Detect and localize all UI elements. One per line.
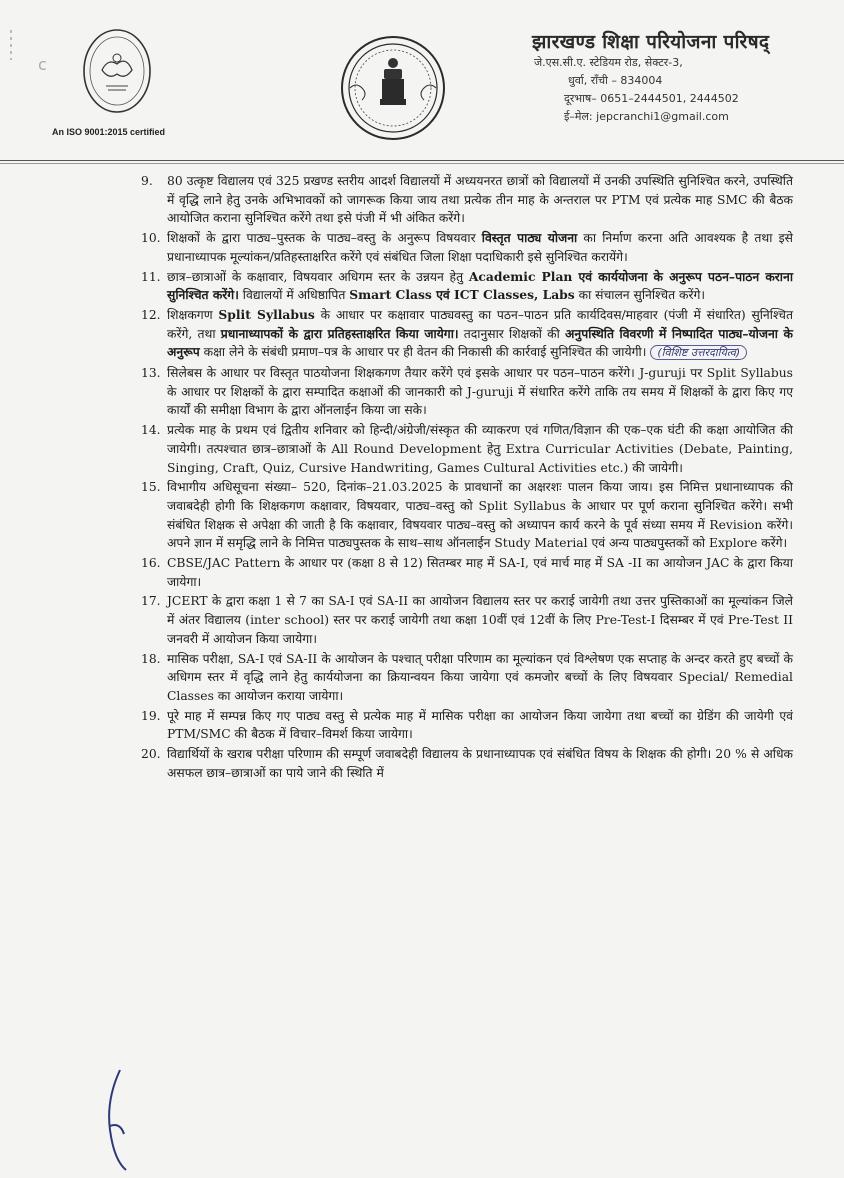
item-number: 12. (141, 307, 161, 322)
item-number: 15. (141, 480, 161, 495)
header-divider-secondary (0, 163, 844, 164)
item-text: मासिक परीक्षा, SA-I एवं SA-II के आयोजन के पश्चात् परीक्षा परिणाम का मूल्यांकन एवं विश्लेषण एक सप्ताह के अन्दर करते हुए बच्चों के अधिगम स्तर में वृद्धि लाने हेतु कार्ययोजना का क्रियान्वयन किया जायेगा एवं कमजोर बच्चों के लिए विषयवार Special/ Remedial Classes का आयोजन कराया जायेगा। (167, 651, 793, 703)
item-number: 9. (141, 174, 153, 188)
item-number: 10. (141, 231, 161, 246)
item-number: 17. (141, 594, 161, 609)
item-text: JCERT के द्वारा कक्षा 1 से 7 का SA-I एवं SA-II का आयोजन विद्यालय स्तर पर कराई जायेगी तथा उत्तर पुस्तिकाओं का मूल्यांकन जिले में अंतर विद्यालय (inter school) स्तर पर कराई जायेगी तथा कक्षा 10वीं एवं 12वीं के लिए Pre-Test-I दिसम्बर में एवं Pre-Test II जनवरी में आयोजन किया जायेगा। (167, 594, 793, 646)
item-number: 18. (141, 651, 161, 666)
organisation-name: झारखण्ड शिक्षा परियोजना परिषद् (532, 31, 770, 53)
list-item (141, 554, 793, 591)
item-number: 20. (141, 747, 161, 762)
item-text: सिलेबस के आधार पर विस्तृत पाठयोजना शिक्षकगण तैयार करेंगे एवं इसके आधार पर पठन–पाठन करेंगे। J-guruji पर Split Syllabus के आधार पर शिक्षकों के द्वारा सम्पादित कक्षाओं की जानकारी को J-guruji में संधारित करेंगे ताकि तय समय में शिक्षकों के द्वारा किए गए कार्यों की समीक्षा विभाग के द्वारा ऑनलाईन किया जा सके। (167, 366, 793, 418)
item-text: प्रत्येक माह के प्रथम एवं द्वितीय शनिवार को हिन्दी/अंग्रेजी/संस्कृत की व्याकरण एवं गणित/विज्ञान की एक–एक घंटी की कक्षा आयोजित की जायेगी। तत्पश्चात छात्र–छात्राओं के All Round Development हेतु Extra Curricular Activities (Debate, Painting, Singing, Craft, Quiz, Cursive Handwriting, Games Cultural Activities etc.) की जायेगी। (167, 423, 793, 475)
address-line-2: धुर्वा, राँची – 834004 (568, 74, 663, 87)
item-number: 16. (141, 556, 161, 571)
item-text: 80 उत्कृष्ट विद्यालय एवं 325 प्रखण्ड स्तरीय आदर्श विद्यालयों में अध्ययनरत छात्रों को विद्यालयों में उनकी उपस्थिति सुनिश्चित करने, उपस्थिति में वृद्धि लाने हेतु उनके अभिभावकों को जागरूक किया जाय तथा प्रत्येक तीन माह के अन्तराल पर PTM एवं प्रत्येक माह SMC की बैठक आयोजित कराना सुनिश्चित करेंगे तथा इसे पंजी में भी अंकित करेंगे। (167, 174, 793, 226)
list-item (141, 478, 793, 553)
jepc-logo-icon (82, 28, 152, 114)
instructions-list (141, 172, 793, 784)
header-divider (0, 160, 844, 161)
item-number: 11. (141, 269, 161, 284)
item-number: 13. (141, 366, 161, 381)
item-text: शिक्षकों के द्वारा पाठ्य–पुस्तक के पाठ्य–वस्तु के अनुरूप विषयवार विस्तृत पाठ्य योजना का निर्माण करना अति आवश्यक है तथा इसे प्रधानाध्यापक मूल्यांकन/प्रतिहस्ताक्षरित करेंगे एवं संबंधित जिला शिक्षा पदाधिकारी इसे सुनिश्चित करायेंगे। (167, 230, 793, 264)
list-item (141, 650, 793, 706)
item-number: 19. (141, 708, 161, 723)
item-text: पूरे माह में सम्पन्न किए गए पाठ्य वस्तु से प्रत्येक माह में मासिक परीक्षा का आयोजन किया जायेगा तथा बच्चों का ग्रेडिंग की जायेगी एवं PTM/SMC की बैठक में विचार–विमर्श किया जायेगा। (167, 708, 793, 742)
item-text: विद्यार्थियों के खराब परीक्षा परिणाम की सम्पूर्ण जवाबदेही विद्यालय के प्रधानाध्यापक एवं संबंधित विषय के शिक्षक की होगी। 20 % से अधिक असफल छात्र–छात्राओं का पाये जाने की स्थिति में (167, 747, 793, 780)
pen-scribble-icon (96, 1066, 132, 1176)
item-text: शिक्षकगण Split Syllabus के आधार पर कक्षावार पाठ्यवस्तु का पठन–पाठन प्रति कार्यदिवस/माहवार (पंजी में संधारित) सुनिश्चित करेंगे, तथा प्रधानाध्यापकों के द्वारा प्रतिहस्ताक्षरित किया जायेगा। तदानुसार शिक्षकों की अनुपस्थिति विवरणी में निष्पादित पाठ्य–योजना के अनुरूप कक्षा लेने के संबंधी प्रमाण–पत्र के आधार पर ही वेतन की निकासी की कार्रवाई सुनिश्चित की जायेगी। (विशिष्ट उत्तरदायित्व) (167, 306, 793, 360)
organisation-header (532, 28, 832, 126)
list-item (141, 364, 793, 420)
iso-certification: An ISO 9001:2015 certified (52, 127, 166, 137)
list-item (141, 172, 793, 228)
list-item (141, 421, 793, 477)
phone-line: दूरभाष– 0651–2444501, 2444502 (564, 92, 739, 105)
address-line-1: जे.एस.सी.ए. स्टेडियम रोड, सेक्टर-3, (534, 56, 683, 69)
list-item (141, 745, 793, 782)
list-item (141, 306, 793, 363)
handwritten-annotation: (विशिष्ट उत्तरदायित्व) (650, 345, 747, 360)
item-text: छात्र–छात्राओं के कक्षावार, विषयवार अधिगम स्तर के उन्नयन हेतु Academic Plan एवं कार्ययोजना के अनुरूप पठन–पाठन कराना सुनिश्चित करेंगे। विद्यालयों में अधिष्ठापित Smart Class एवं ICT Classes, Labs का संचालन सुनिश्चित करेंगे। (167, 268, 793, 303)
item-text: विभागीय अधिसूचना संख्या– 520, दिनांक–21.03.2025 के प्रावधानों का अक्षरशः पालन किया जाय। इस निमित्त प्रधानाध्यापक की जवाबदेही होगी कि शिक्षकगण कक्षावार, विषयवार, पाठ्य–वस्तु को Split Syllabus के आधार पर पूर्ण कराना सुनिश्चित करेंगे। सभी संबंधित शिक्षक से अपेक्षा की जाती है कि कक्षावार, विषयवार पाठ्य–वस्तु को अध्यापन कार्य करने के पूर्व संध्या समय में Revision करेंगे। अपने ज्ञान में समृद्धि लाने के निमित्त पाठ्यपुस्तक के साथ–साथ ऑनलाईन Study Material एवं अन्य पाठ्यपुस्तकों को Explore करेंगे। (167, 480, 793, 551)
item-text: CBSE/JAC Pattern के आधार पर (कक्षा 8 से 12) सितम्बर माह में SA-I, एवं मार्च माह में SA -II का आयोजन JAC के द्वारा किया जायेगा। (167, 556, 793, 589)
state-emblem-seal-icon (340, 35, 446, 141)
email-line: ई–मेल: jepcranchi1@gmail.com (564, 110, 729, 123)
list-item (141, 592, 793, 648)
list-item (141, 229, 793, 266)
item-number: 14. (141, 423, 161, 438)
page-edge-mark (8, 30, 14, 60)
page-edge-glyph: c (38, 55, 47, 74)
list-item (141, 707, 793, 744)
list-item (141, 268, 793, 305)
